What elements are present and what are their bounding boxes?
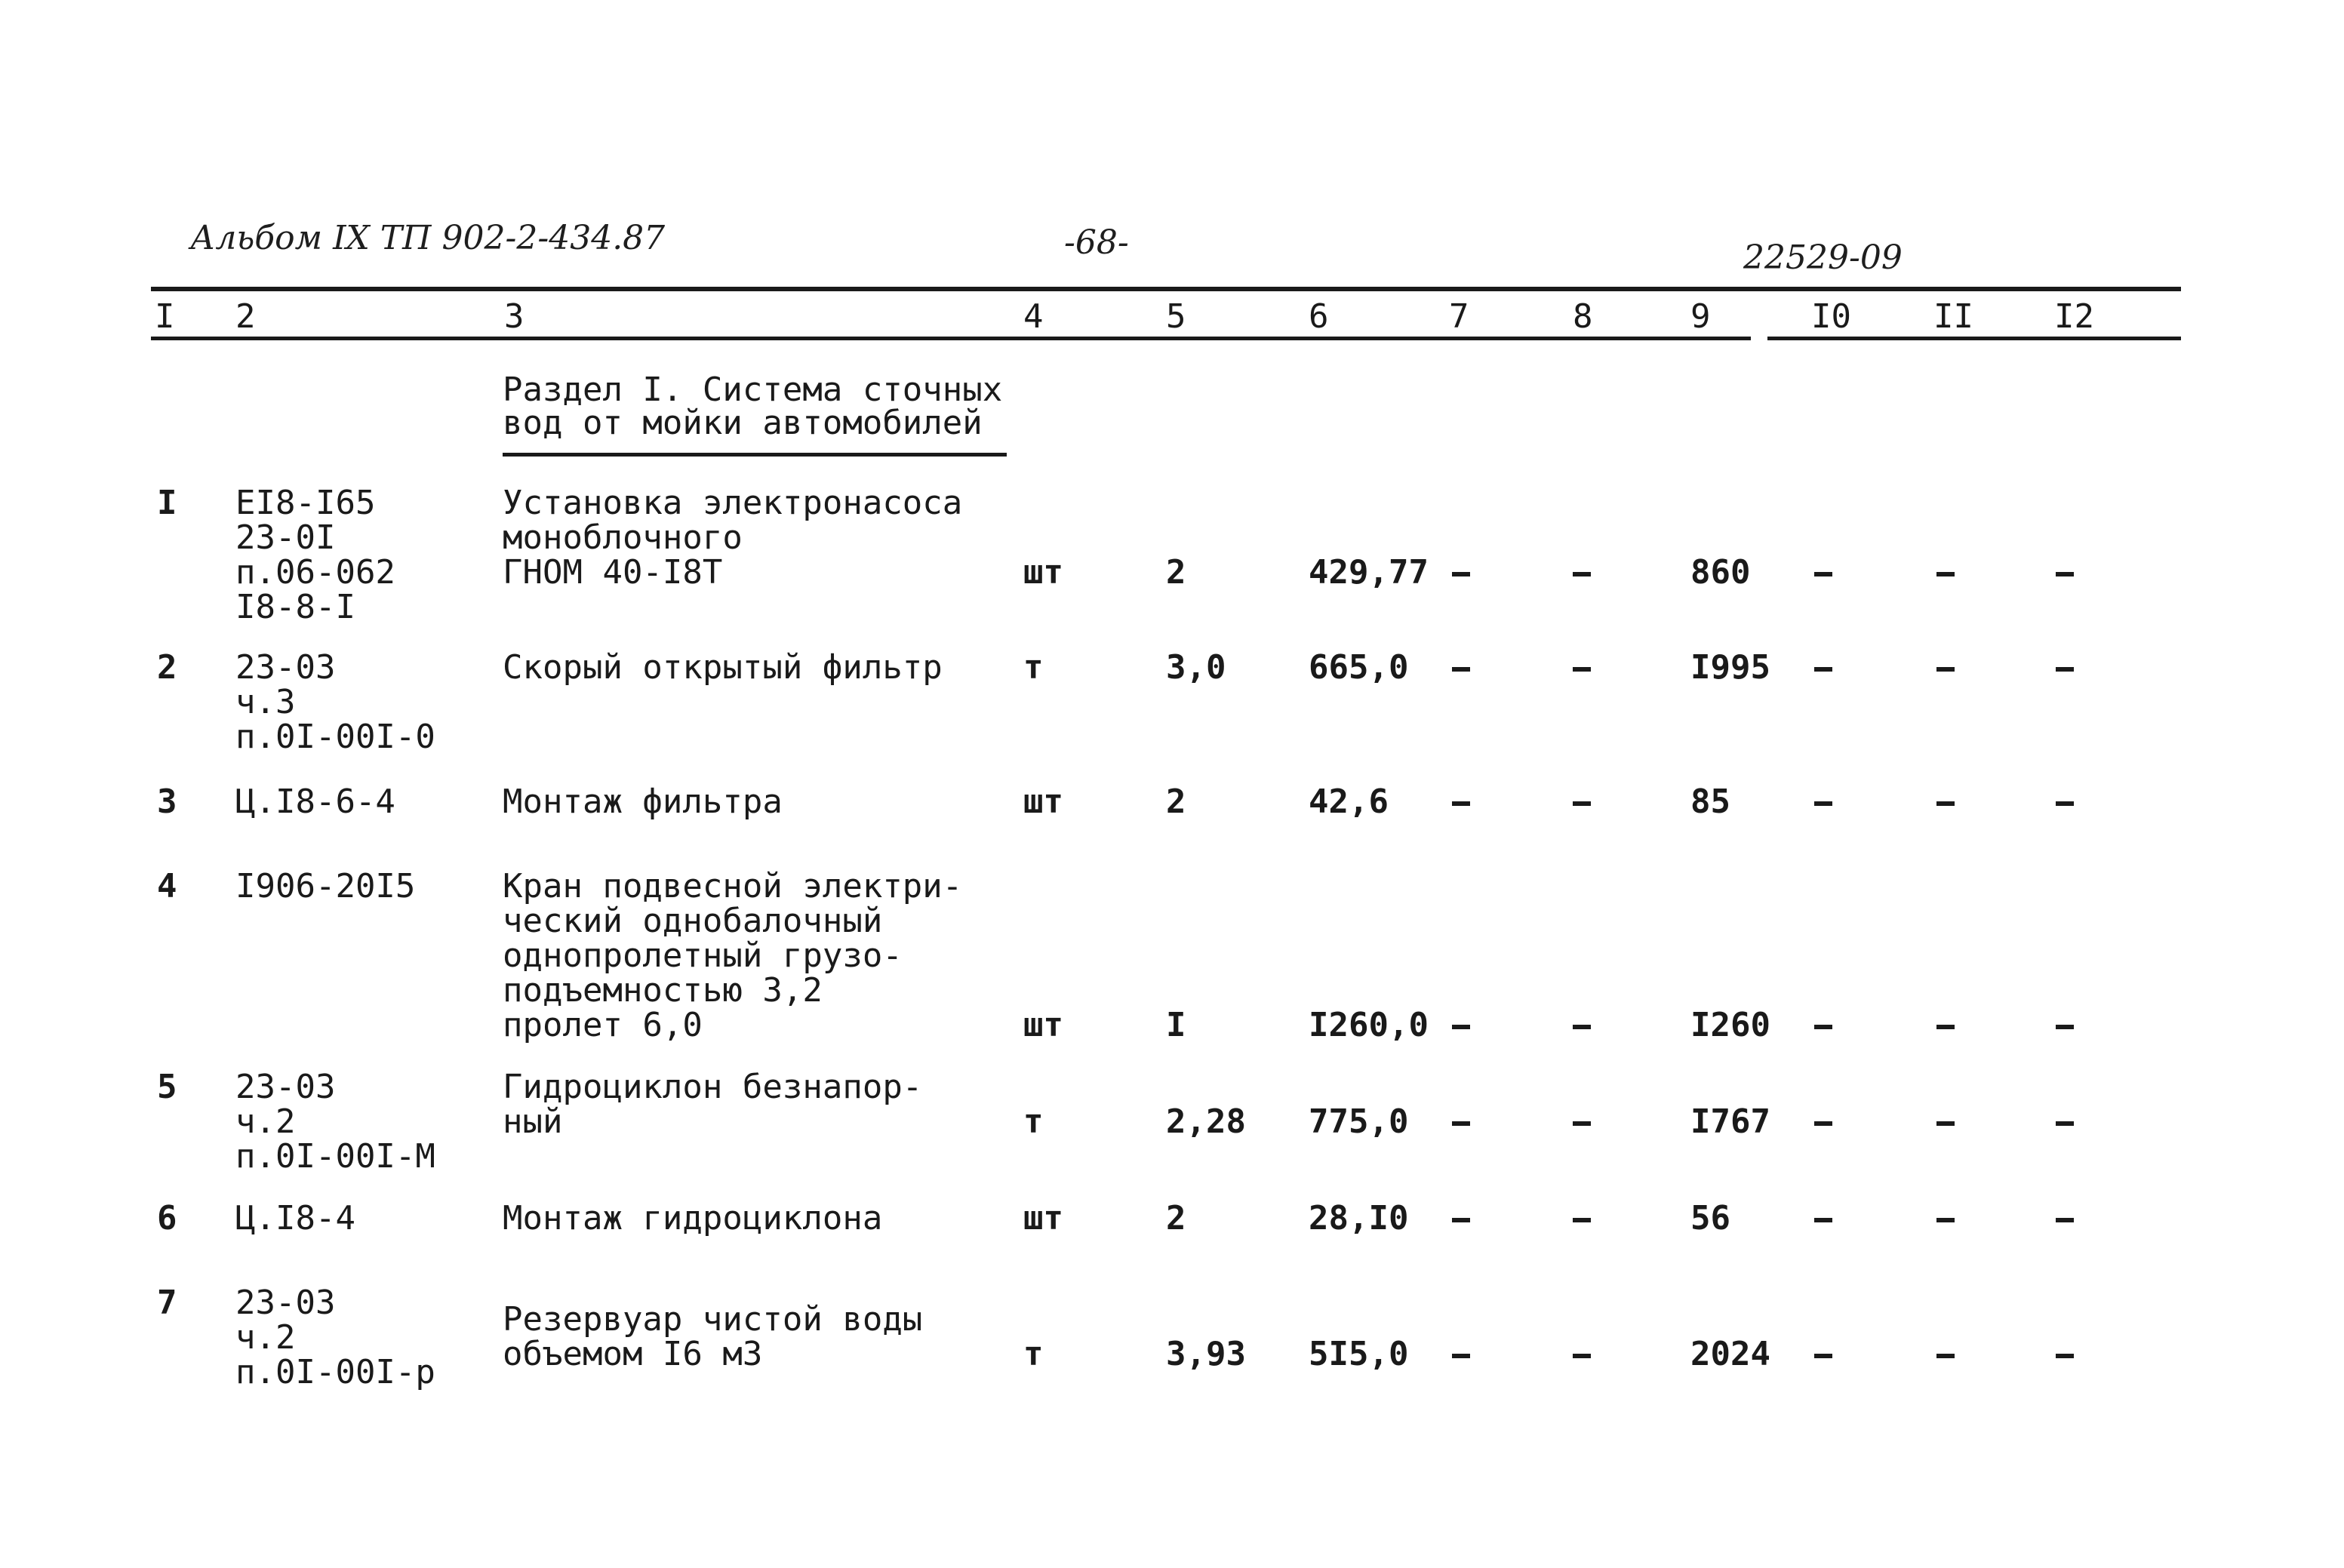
row-code-line: п.0I-00I-0	[235, 718, 435, 756]
column-number: II	[1933, 297, 1973, 336]
row-col11-dash	[1936, 1354, 1955, 1358]
row-code-line: I906-20I5	[235, 867, 416, 905]
row-col12-dash	[2056, 801, 2074, 806]
row-unit: шт	[1023, 782, 1063, 821]
row-col8-dash	[1573, 1025, 1591, 1029]
row-col7-dash	[1452, 667, 1470, 672]
row-quantity: 3,93	[1166, 1335, 1246, 1373]
row-col7-dash	[1452, 801, 1470, 806]
row-name-line: однопролетный грузо-	[503, 936, 903, 975]
row-total: I995	[1690, 648, 1770, 687]
row-unit: т	[1023, 648, 1044, 687]
row-total: I767	[1690, 1102, 1770, 1141]
row-col11-dash	[1936, 667, 1955, 672]
row-price: 5I5,0	[1309, 1335, 1409, 1373]
row-col12-dash	[2056, 1354, 2074, 1358]
row-number: 4	[157, 867, 177, 905]
row-col10-dash	[1814, 1121, 1832, 1126]
row-col11-dash	[1936, 572, 1955, 576]
row-unit: т	[1023, 1102, 1044, 1141]
column-number: I	[155, 297, 175, 336]
row-unit: шт	[1023, 553, 1063, 592]
row-code-line: Ц.I8-4	[235, 1199, 355, 1237]
row-code-line: п.0I-00I-М	[235, 1137, 435, 1176]
header-top-rule	[151, 287, 2181, 291]
column-number: I0	[1811, 297, 1851, 336]
row-code-line: I8-8-I	[235, 588, 355, 626]
row-col10-dash	[1814, 1025, 1832, 1029]
row-price: 665,0	[1309, 648, 1409, 687]
row-code-line: п.06-062	[235, 553, 395, 592]
section-title-line: Раздел I. Система сточных	[503, 370, 1003, 409]
row-col11-dash	[1936, 1218, 1955, 1222]
row-col7-dash	[1452, 1218, 1470, 1222]
header-bottom-rule-right	[1767, 337, 2181, 340]
row-total: 2024	[1690, 1335, 1770, 1373]
row-col10-dash	[1814, 572, 1832, 576]
row-code-line: EI8-I65	[235, 484, 376, 522]
column-number: 4	[1023, 297, 1044, 336]
row-code-line: ч.2	[235, 1318, 296, 1357]
row-name-line: Гидроциклон безнапор-	[503, 1068, 923, 1106]
row-total: 85	[1690, 782, 1730, 821]
row-total: 56	[1690, 1199, 1730, 1237]
section-title-underline	[503, 453, 1007, 457]
row-code-line: Ц.I8-6-4	[235, 782, 395, 821]
column-number: 5	[1166, 297, 1186, 336]
row-quantity: I	[1166, 1006, 1186, 1044]
row-code-line: ч.2	[235, 1102, 296, 1141]
row-col8-dash	[1573, 1121, 1591, 1126]
row-number: I	[157, 484, 177, 522]
row-price: 429,77	[1309, 553, 1429, 592]
row-col8-dash	[1573, 801, 1591, 806]
row-col11-dash	[1936, 1025, 1955, 1029]
column-number: 8	[1573, 297, 1593, 336]
row-col10-dash	[1814, 667, 1832, 672]
row-number: 2	[157, 648, 177, 687]
row-col10-dash	[1814, 801, 1832, 806]
row-name-line: ный	[503, 1102, 563, 1141]
row-col11-dash	[1936, 1121, 1955, 1126]
row-col7-dash	[1452, 1354, 1470, 1358]
row-col10-dash	[1814, 1218, 1832, 1222]
row-col7-dash	[1452, 1121, 1470, 1126]
row-code-line: 23-03	[235, 1068, 336, 1106]
row-quantity: 2	[1166, 782, 1186, 821]
row-col12-dash	[2056, 1025, 2074, 1029]
row-quantity: 2,28	[1166, 1102, 1246, 1141]
row-name-line: моноблочного	[503, 518, 743, 557]
row-total: I260	[1690, 1006, 1770, 1044]
column-number: I2	[2054, 297, 2094, 336]
row-number: 7	[157, 1284, 177, 1322]
header-bottom-rule-left	[151, 337, 1751, 340]
row-price: 775,0	[1309, 1102, 1409, 1141]
row-unit: шт	[1023, 1006, 1063, 1044]
row-number: 6	[157, 1199, 177, 1237]
row-name-line: Скорый открытый фильтр	[503, 648, 943, 687]
album-designation: Альбом IX ТП 902-2-434.87	[190, 219, 666, 257]
column-number: 3	[504, 297, 524, 336]
row-quantity: 2	[1166, 553, 1186, 592]
row-col11-dash	[1936, 801, 1955, 806]
column-number: 9	[1690, 297, 1711, 336]
row-col12-dash	[2056, 667, 2074, 672]
row-name-line: ческий однобалочный	[503, 902, 883, 940]
row-col7-dash	[1452, 1025, 1470, 1029]
row-name-line: объемом I6 м3	[503, 1335, 763, 1373]
row-col10-dash	[1814, 1354, 1832, 1358]
row-name-line: Монтаж фильтра	[503, 782, 783, 821]
row-name-line: Кран подвесной электри-	[503, 867, 963, 905]
row-name-line: Резервуар чистой воды	[503, 1300, 923, 1339]
row-code-line: ч.3	[235, 683, 296, 721]
page-number: -68-	[1064, 223, 1129, 262]
document-code: 22529-09	[1743, 238, 1903, 277]
row-unit: т	[1023, 1335, 1044, 1373]
row-price: 42,6	[1309, 782, 1389, 821]
row-col8-dash	[1573, 667, 1591, 672]
column-number: 6	[1309, 297, 1329, 336]
row-name-line: Установка электронасоса	[503, 484, 963, 522]
row-col12-dash	[2056, 572, 2074, 576]
row-quantity: 3,0	[1166, 648, 1226, 687]
section-title-line: вод от мойки автомобилей	[503, 404, 983, 442]
row-col8-dash	[1573, 1354, 1591, 1358]
row-number: 5	[157, 1068, 177, 1106]
row-total: 860	[1690, 553, 1751, 592]
row-code-line: 23-0I	[235, 518, 336, 557]
column-number: 2	[235, 297, 256, 336]
row-name-line: пролет 6,0	[503, 1006, 703, 1044]
row-col8-dash	[1573, 572, 1591, 576]
row-number: 3	[157, 782, 177, 821]
row-unit: шт	[1023, 1199, 1063, 1237]
row-col12-dash	[2056, 1121, 2074, 1126]
column-number: 7	[1449, 297, 1469, 336]
row-code-line: 23-03	[235, 1284, 336, 1322]
row-name-line: Монтаж гидроциклона	[503, 1199, 883, 1237]
row-col7-dash	[1452, 572, 1470, 576]
row-name-line: подъемностью 3,2	[503, 971, 823, 1010]
row-col12-dash	[2056, 1218, 2074, 1222]
row-code-line: 23-03	[235, 648, 336, 687]
row-col8-dash	[1573, 1218, 1591, 1222]
row-quantity: 2	[1166, 1199, 1186, 1237]
row-name-line: ГНОМ 40-I8Т	[503, 553, 723, 592]
row-price: I260,0	[1309, 1006, 1429, 1044]
row-price: 28,I0	[1309, 1199, 1409, 1237]
row-code-line: п.0I-00I-р	[235, 1353, 435, 1391]
